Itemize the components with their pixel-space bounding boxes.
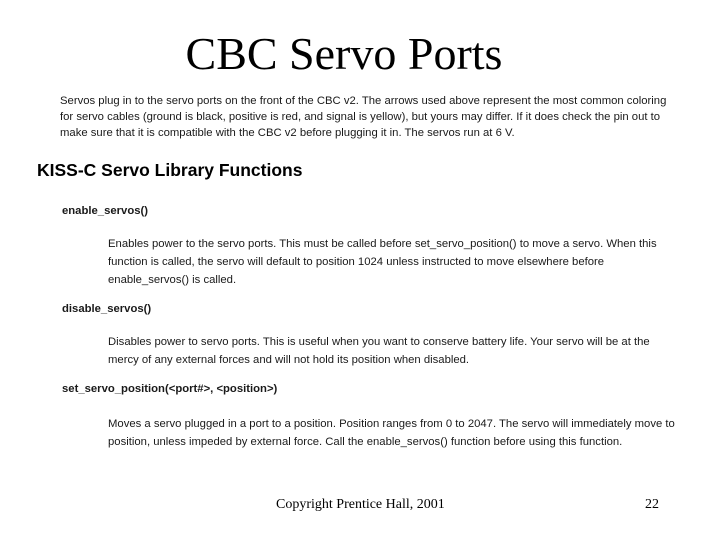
slide-title: CBC Servo Ports <box>185 28 503 79</box>
function-name-disable-servos: disable_servos() <box>62 303 152 315</box>
function-description-enable-servos: Enables power to the servo ports. This must be called before set_servo_position() to move a servo. When this function is called, the servo will default to position 1024 unless instructed to move elsewhere before enable_servos() is called. <box>108 238 657 286</box>
function-description-set-servo-position: Moves a servo plugged in a port to a position. Position ranges from 0 to 2047. The servo will immediately move to position, unless impeded by external force. Call the enable_servos() function before using this function. <box>108 418 675 448</box>
page-number: 22 <box>645 497 659 512</box>
section-heading: KISS-C Servo Library Functions <box>37 160 303 180</box>
function-name-set-servo-position: set_servo_position(<port#>, <position>) <box>62 383 278 395</box>
function-description-disable-servos: Disables power to servo ports. This is useful when you want to conserve battery life. Your servo will be at the mercy of any external forces and will not hold its position when disabled. <box>108 336 650 366</box>
intro-paragraph: Servos plug in to the servo ports on the front of the CBC v2. The arrows used above represent the most common coloring for servo cables (ground is black, positive is red, and signal is yellow), but yours may differ. If it does check the pin out to make sure that it is compatible with the CBC v2 before plugging it in. The servos run at 6 V. <box>60 95 667 139</box>
function-name-enable-servos: enable_servos() <box>62 205 149 217</box>
servo-reference-image <box>30 88 686 486</box>
footer-copyright: Copyright Prentice Hall, 2001 <box>276 497 445 512</box>
